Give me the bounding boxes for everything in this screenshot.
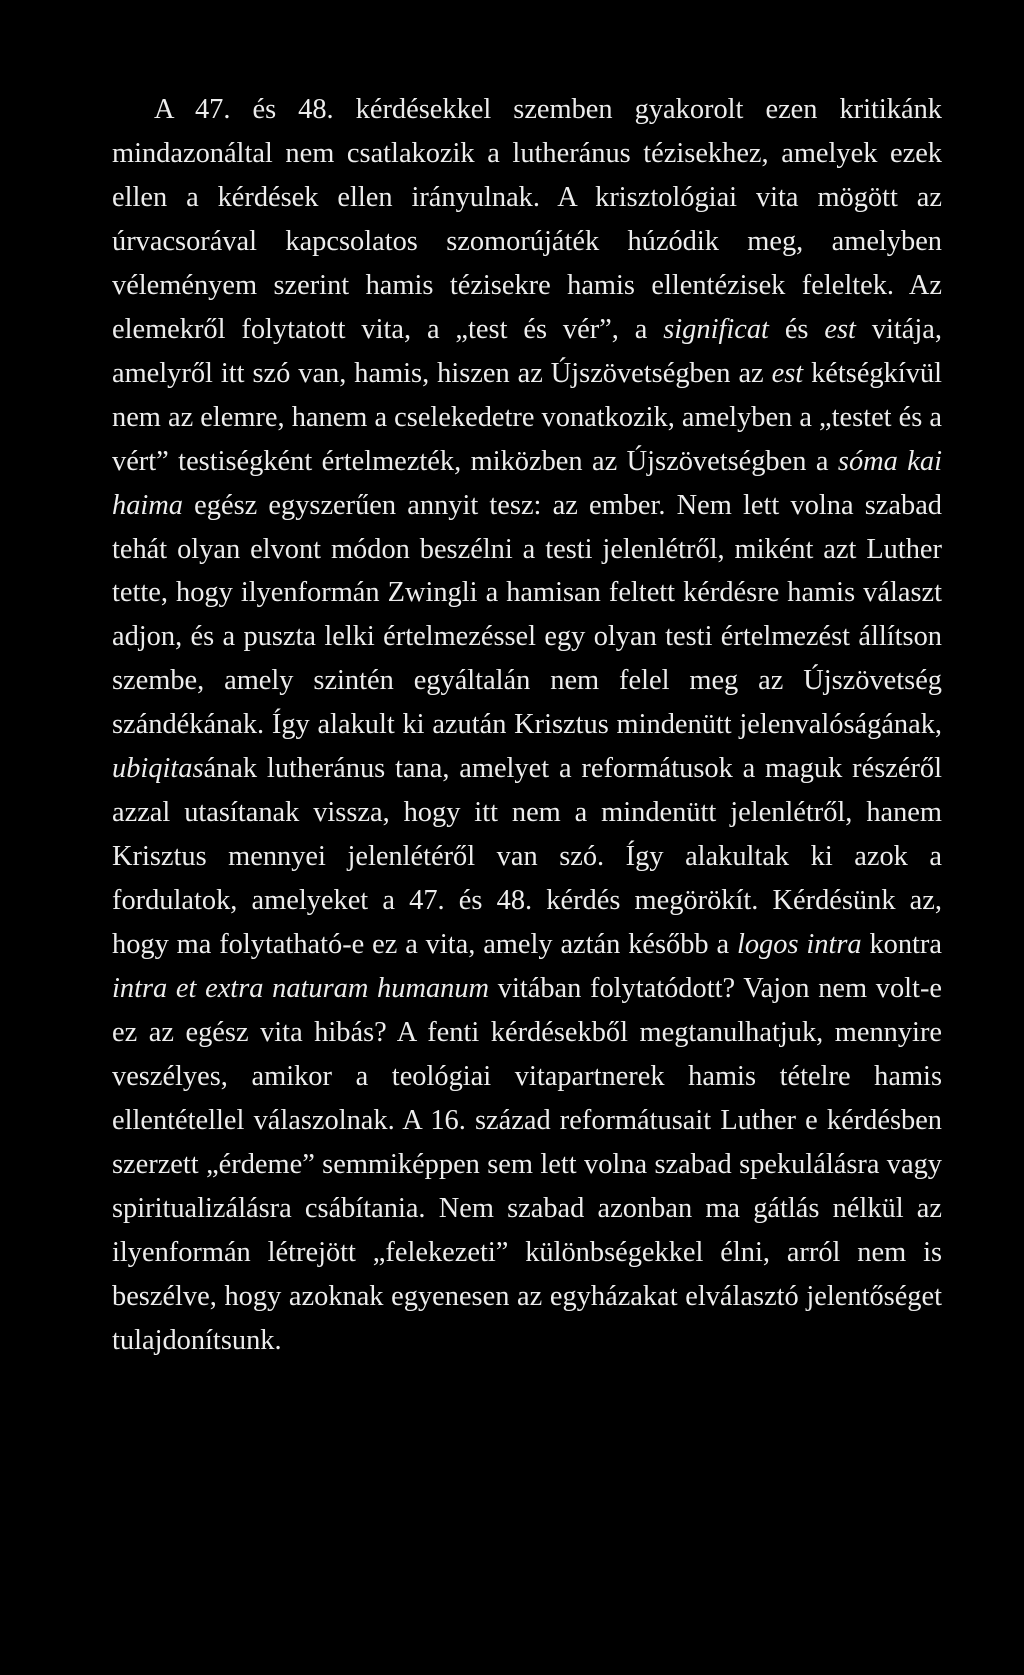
- text-segment: kontra: [861, 929, 942, 961]
- document-page: [112, 88, 942, 1363]
- text-segment: és: [768, 313, 825, 345]
- text-segment: vitában folytatódott? Vajon nem volt-e ez az egész vita hibás? A fenti kérdésekből megtanulhatjuk, mennyire veszélyes, amikor a teológiai vitapartnerek hamis tételre hamis ellentétellel válaszolnak. A 16. század reformátusait Luther e kérdésben szerzett „érdeme” semmiképpen sem lett volna szabad spekulálásra vagy spiritualizálásra csábítania. Nem szabad azonban ma gátlás nélkül az ilyenformán létrejött „felekezeti” különbségekkel élni, arról nem is beszélve, hogy azoknak egyenesen az egyházakat elválasztó jelentőséget tulajdonítsunk.: [112, 973, 942, 1356]
- italic-term-intra-et-extra: intra et extra naturam humanum: [112, 973, 490, 1005]
- italic-term-soma-kai-haima: sóma kai haima: [112, 445, 942, 521]
- body-paragraph: [112, 88, 942, 1363]
- italic-term-est: est: [824, 313, 856, 345]
- text-segment: ának lutheránus tana, amelyet a reformátusok a maguk részéről azzal utasítanak vissza, hogy itt nem a mindenütt jelenlétről, hanem Krisztus mennyei jelenlétéről van szó. Így alakultak ki azok a fordulatok, amelyeket a 47. és 48. kérdés megörökít. Kérdésünk az, hogy ma folytatható-e ez a vita, amely aztán később a: [112, 753, 942, 961]
- italic-term-significat: significat: [663, 313, 769, 345]
- text-segment: vitája, amelyről itt szó van, hamis, hiszen az Újszövetségben az: [112, 313, 942, 389]
- text-segment: kétségkívül nem az elemre, hanem a cselekedetre vonatkozik, amelyben a „testet és a vért” testiségként értelmezték, miközben az Újszövetségben a: [112, 357, 943, 477]
- italic-term-ubiqitas: ubiqitas: [112, 753, 204, 785]
- italic-term-est: est: [771, 357, 804, 389]
- italic-term-logos-intra: logos intra: [736, 929, 862, 961]
- text-segment: egész egyszerűen annyit tesz: az ember. Nem lett volna szabad tehát olyan elvont módon beszélni a testi jelenlétről, miként azt Luther tette, hogy ilyenformán Zwingli a hamisan feltett kérdésre hamis választ adjon, és a puszta lelki értelmezéssel egy olyan testi értelmezést állítson szembe, amely szintén egyáltalán nem felel meg az Újszövetség szándékának. Így alakult ki azután Krisztus mindenütt jelenvalóságának,: [112, 489, 942, 741]
- text-segment: A 47. és 48. kérdésekkel szemben gyakorolt ezen kritikánk mindazonáltal nem csatlakozik a lutheránus tézisekhez, amelyek ezek ellen a kérdések ellen irányulnak. A krisztológiai vita mögött az úrvacsorával kapcsolatos szomorújáték húzódik meg, amelyben véleményem szerint hamis tézisekre hamis ellentézisek feleltek. Az elemekről folytatott vita, a „test és vér”, a: [112, 94, 942, 345]
